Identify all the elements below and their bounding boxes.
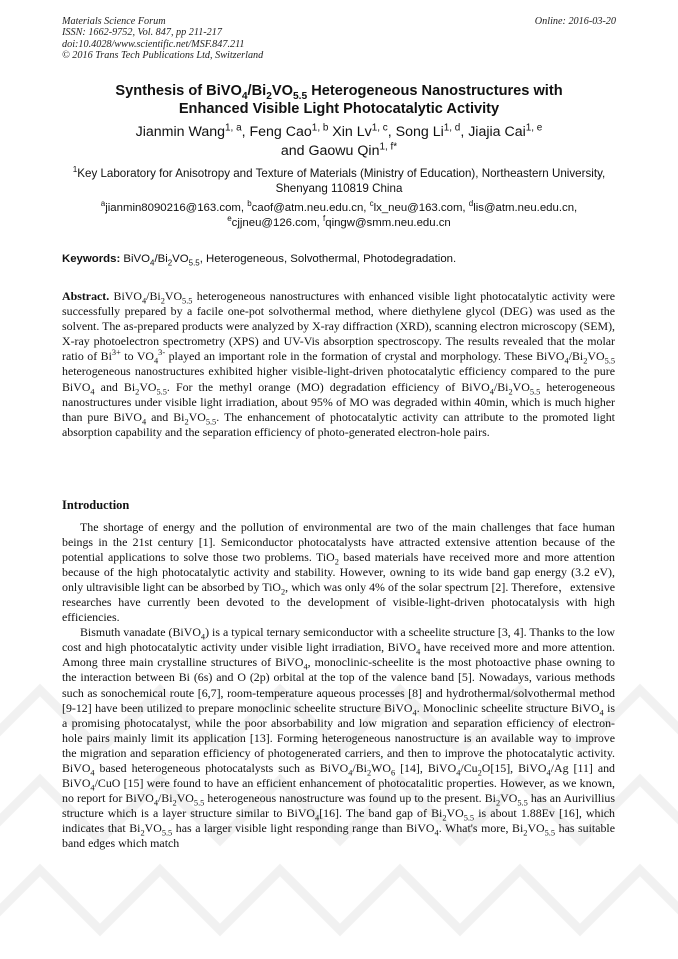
journal-issn: ISSN: 1662-9752, Vol. 847, pp 211-217 (62, 27, 222, 39)
affiliation: $^1$Key Laboratory for Anisotropy and Texture of Materials (Ministry of Education), Northeastern University, Shenyang 110819 China (72, 165, 606, 195)
author-name: Xin Lv (328, 124, 372, 140)
abstract: Abstract. $BiVO_4/Bi_2VO_{5.5}$ heterogeneous nanostructures with enhanced visible light photocatalytic activity were successfully prepared by a facile one-pot solvothermal method, where diethylene glycol (DEG) was used as the solvent. The as-prepared products were analyzed by X-ray diffraction (XRD), scanning electron microscopy (SEM), X-ray photoelectron spectrometry (XPS) and UV-Vis absorption spectroscopy. The results revealed that the molar ratio of $Bi^{3+}$ to $VO_4^{3-}$ played an important role in the formation of crystal and morphology. These $BiVO_4/Bi_2VO_{5.5}$ heterogeneous nanostructures exhibited higher visible-light-driven photocatalytic efficiency compared to the pure BiVO$_4$ and $Bi_2VO_{5.5}$. For the methyl orange (MO) degradation efficiency of $BiVO_4/Bi_2VO_{5.5}$ heterogeneous nanostructures under visible light irradiation, about 95% of MO was degraded within 40min, which is much higher than pure BiVO$_4$ and $Bi_2VO_{5.5}$. The enhancement of photocatalytic activity can attribute to the promoted light absorption capability and the separation efficiency of photo-generated electron-hole pairs. (62, 289, 616, 439)
online-date: Online: 2016-03-20 (534, 16, 616, 27)
paragraph: Bismuth vanadate (BiVO$_4$) is a typical ternary semiconductor with a scheelite structure [3, 4]. Thanks to the low cost and high photocatalytic activity under visible light irradiation, BiVO$_4$ have received more and more attention. Among three main crystalline structures of BiVO$_4$, monoclinic-scheelite is the most photoactive phase owning to the interaction between Bi (6s) and O (2p) orbital at the top of the valence band [5]. Nowadays, various methods such as sonochemical route [6,7], room-temperature aqueous processes [8] and hydrothermal/solvothermal method [9-12] have been utilized to prepare monoclinic scheelite structure BiVO$_4$. Monoclinic scheelite structure BiVO$_4$ is a promising photocatalyst, while the poor absorbability and low migration and separation efficiency of electron-hole pairs mainly limit its application [13]. Forming heterogeneous nanostructure is an available way to improve the migration and separation efficiency of photogenerated carriers, and then to improve the photocatalytic activity. BiVO$_4$ based heterogeneous photocatalysts such as $BiVO_4/Bi_2WO_6$ [14], $BiVO_4/Cu_2O[15]$, BiVO$_4$/Ag [11] and BiVO$_4$/CuO [15] were found to have an efficient enhancement of photocatalitic properties. However, as we known, no report for $BiVO_4/Bi_2VO_{5.5}$ heterogeneous nanostructure was found up to the present. $Bi_2VO_{5.5}$ has an Aurivillius structure which is a layer structure similar to BiVO$_4$[16]. The band gap of $Bi_2VO_{5.5}$ is about 1.88Ev [16], which indicates that $Bi_2VO_{5.5}$ has a larger visible light responding range than BiVO$_4$. What's more, $Bi_2VO_{5.5}$ has suitable band edges which match (62, 625, 616, 850)
journal-copyright: © 2016 Trans Tech Publications Ltd, Switzerland (62, 50, 264, 62)
introduction-body (62, 520, 615, 851)
keywords-label: Keywords: (62, 253, 121, 265)
author-list: Jianmin Wang$^{1, a}$, Feng Cao$^{1, b}$ Xin Lv$^{1, c}$, Song Li$^{1, d}$, Jiajia Cai$^{1, e}$ and Gaowu Qin$^{1, f*}$ (135, 122, 543, 159)
paper-title (40, 82, 638, 118)
author-name: and Gaowu Qin (280, 143, 380, 159)
section-heading-introduction: Introduction (62, 498, 130, 512)
author-name: Jianmin Wang (135, 124, 226, 140)
keywords: Keywords: $BiVO_4/Bi_2VO_{5.5}$, Heterogeneous, Solvothermal, Photodegradation. (62, 253, 457, 268)
email-link[interactable]: lis@atm.neu.edu.cn, (473, 202, 578, 214)
email-link[interactable]: jianmin8090216@163.com, (105, 202, 248, 214)
journal-name: Materials Science Forum (62, 16, 166, 27)
email-link[interactable]: cjjneu@126.com, (231, 217, 324, 229)
email-list: $^a$jianmin8090216@163.com, $^b$caof@atm.neu.edu.cn, $^c$lx_neu@163.com, $^d$lis@atm.neu.edu.cn, $^e$cjjneu@126.com, $^f$qingw@smm.neu.edu.cn (100, 199, 578, 229)
journal-doi: doi:10.4028/www.scientific.net/MSF.847.211 (62, 38, 245, 50)
author-name: , Jiajia Cai (460, 124, 526, 140)
email-link[interactable]: caof@atm.neu.edu.cn, (251, 202, 370, 214)
author-name: , Song Li (387, 124, 444, 140)
paragraph: The shortage of energy and the pollution of environmental are two of the main challenges that face human beings in the 21st century [1]. Semiconductor photocatalysts have attracted extensive attention because of the potential applications to solve those two problems. TiO$_2$ based materials have received more and more attention because of the high photocatalytic activity and stability. However, owning to its wide band gap energy (3.2 eV), only ultravisible light can be absorbed by TiO$_2$, which was only 4% of the solar spectrum [2]. Therefore，extensive researches have currently been devoted to the development of visible-light-driven photocatalysis with high efficiencies. (62, 520, 615, 625)
email-link[interactable]: lx_neu@163.com, (373, 202, 469, 214)
abstract-label: Abstract. (62, 289, 110, 303)
author-name: , Feng Cao (241, 124, 312, 140)
title-line-2: Enhanced Visible Light Photocatalytic Activity (178, 101, 500, 117)
journal-header (62, 16, 263, 62)
email-link[interactable]: qingw@smm.neu.edu.cn (325, 217, 451, 229)
title-line-1: Synthesis of $BiVO_4/Bi_2VO_{5.5}$ Heterogeneous Nanostructures with (115, 83, 563, 102)
